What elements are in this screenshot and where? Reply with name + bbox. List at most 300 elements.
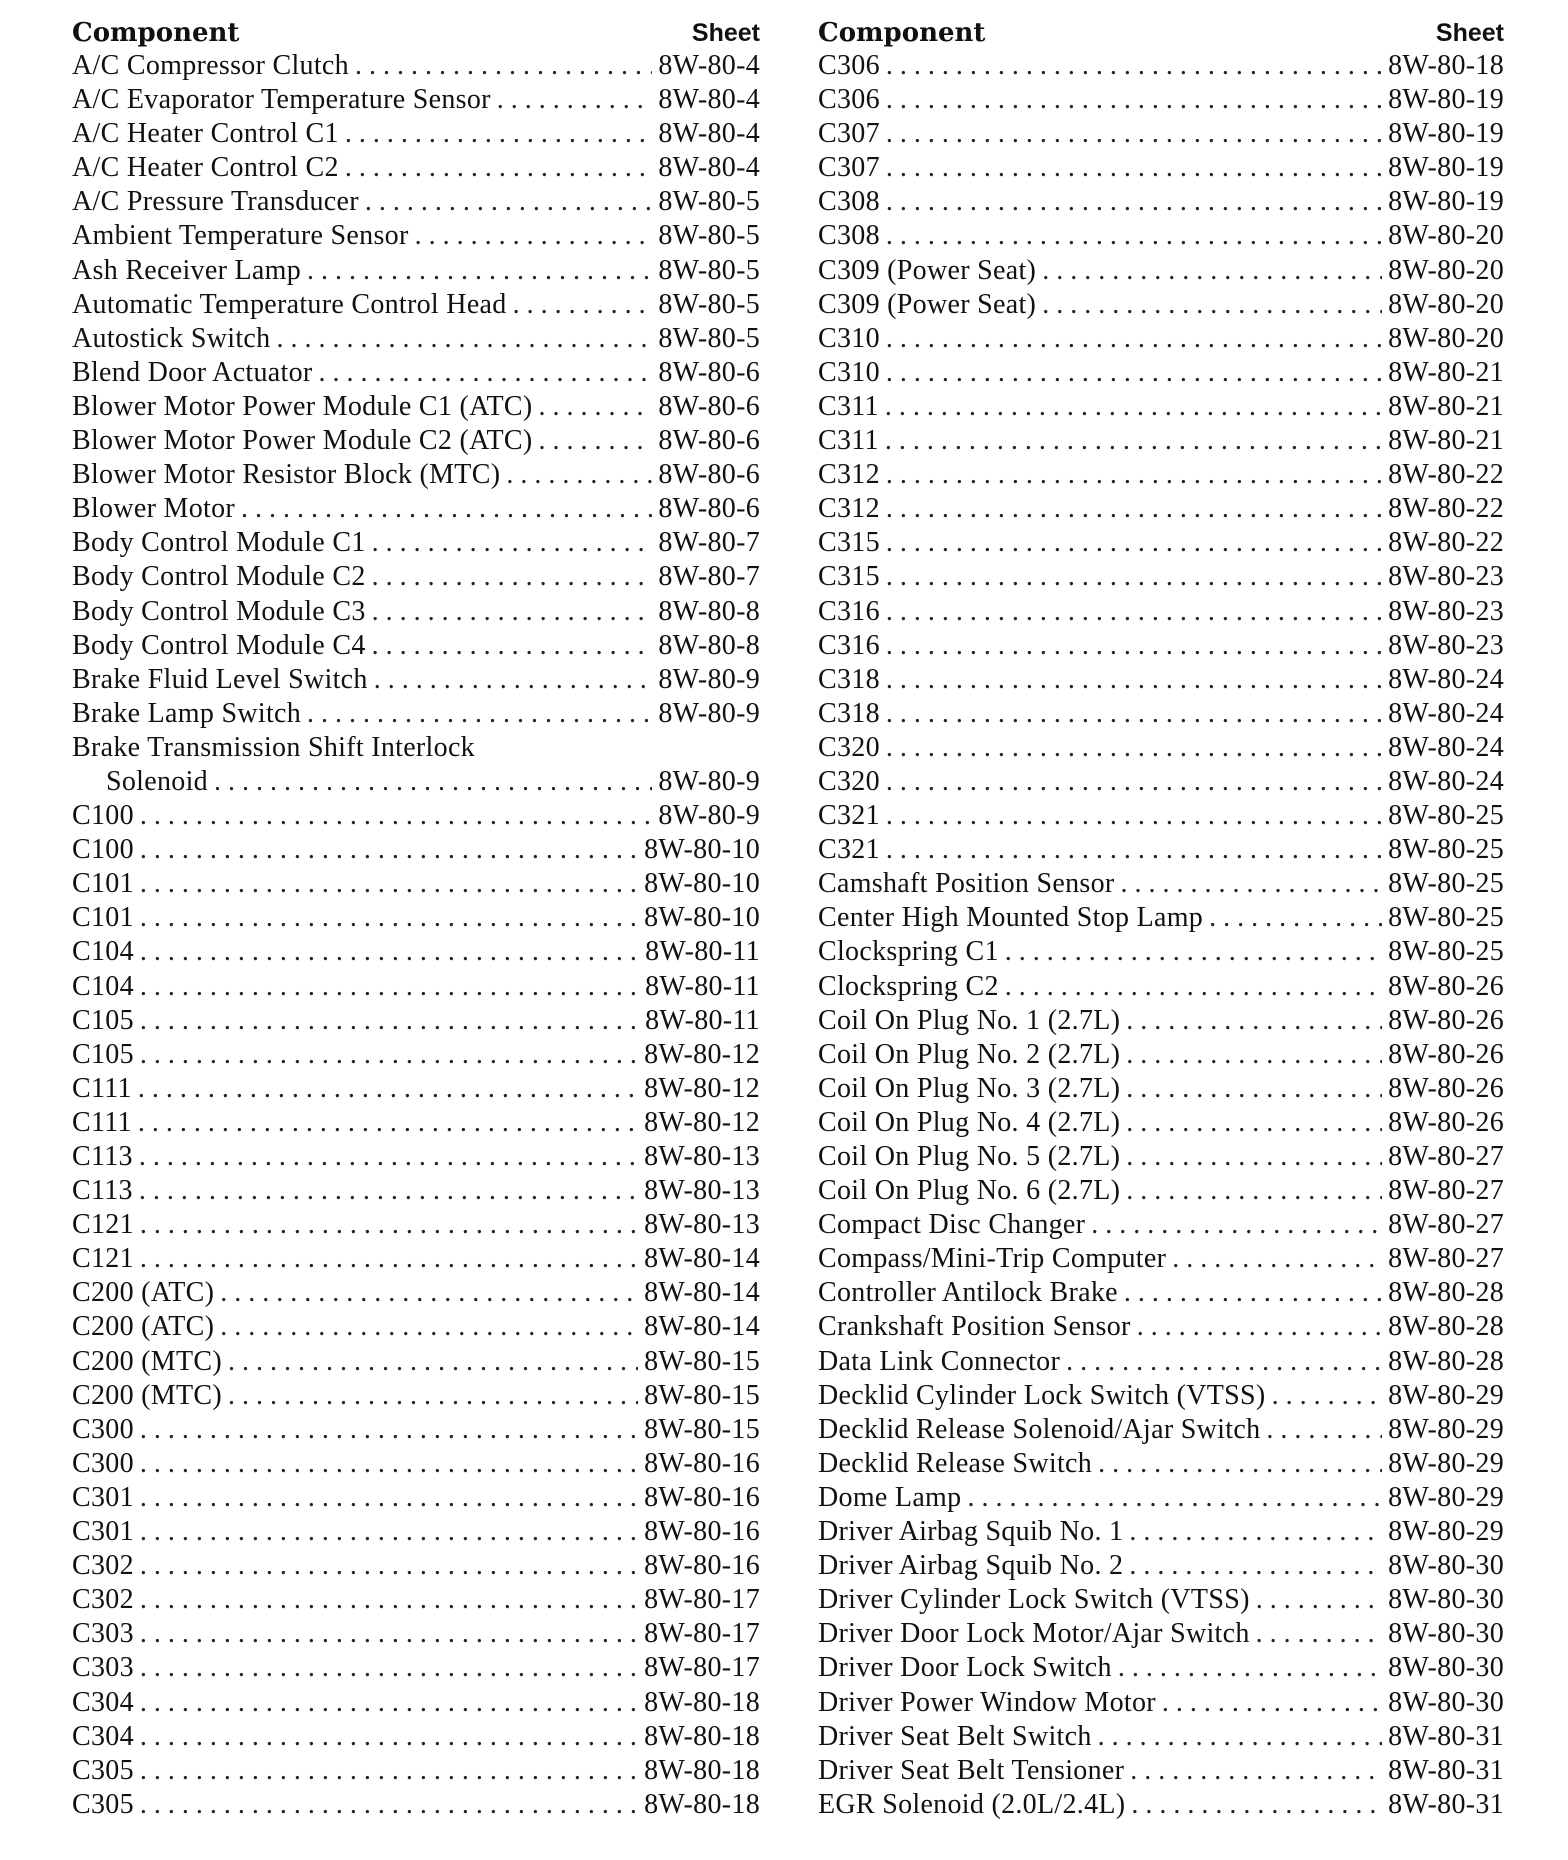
component-name: C101 xyxy=(72,868,134,900)
index-entry xyxy=(818,1311,1504,1345)
component-name: C320 xyxy=(818,765,880,797)
dot-leader xyxy=(372,561,653,593)
dot-leader xyxy=(1126,1073,1382,1105)
sheet-number: 8W-80-6 xyxy=(658,356,760,388)
sheet-number: 8W-80-20 xyxy=(1388,288,1504,320)
sheet-number: 8W-80-9 xyxy=(658,697,760,729)
dot-leader xyxy=(886,561,1382,593)
sheet-number: 8W-80-31 xyxy=(1388,1788,1504,1820)
dot-leader xyxy=(885,425,1382,457)
column-header xyxy=(818,14,1504,48)
index-entry xyxy=(818,1755,1504,1789)
dot-leader xyxy=(886,698,1382,730)
sheet-number: 8W-80-26 xyxy=(1388,970,1504,1002)
sheet-number: 8W-80-20 xyxy=(1388,322,1504,354)
dot-leader xyxy=(372,596,653,628)
dot-leader xyxy=(1256,1584,1382,1616)
sheet-number: 8W-80-21 xyxy=(1388,356,1504,388)
dot-leader xyxy=(886,118,1382,150)
sheet-number: 8W-80-30 xyxy=(1388,1550,1504,1582)
sheet-number: 8W-80-7 xyxy=(658,527,760,559)
sheet-number: 8W-80-17 xyxy=(644,1652,760,1684)
component-name: C315 xyxy=(818,527,880,559)
component-name: C308 xyxy=(818,220,880,252)
dot-leader xyxy=(1005,936,1382,968)
sheet-number: 8W-80-27 xyxy=(1388,1175,1504,1207)
dot-leader xyxy=(220,1277,638,1309)
sheet-number: 8W-80-29 xyxy=(1388,1413,1504,1445)
component-name: C321 xyxy=(818,800,880,832)
component-name: Blower Motor Power Module C1 (ATC) xyxy=(72,390,533,422)
index-entry xyxy=(818,255,1504,289)
dot-leader xyxy=(140,971,639,1003)
index-entry xyxy=(72,1584,760,1618)
component-name: C309 (Power Seat) xyxy=(818,254,1037,286)
component-name: C303 xyxy=(72,1618,134,1650)
component-name: Brake Fluid Level Switch xyxy=(72,663,368,695)
component-name: Coil On Plug No. 4 (2.7L) xyxy=(818,1106,1121,1138)
dot-leader xyxy=(886,732,1382,764)
dot-leader xyxy=(365,186,652,218)
dot-leader xyxy=(140,1005,639,1037)
dot-leader xyxy=(307,698,652,730)
index-entry xyxy=(818,527,1504,561)
index-entry xyxy=(72,1380,760,1414)
component-name: Decklid Release Switch xyxy=(818,1447,1093,1479)
index-entry xyxy=(72,1550,760,1584)
index-entry xyxy=(818,630,1504,664)
sheet-heading: Sheet xyxy=(1435,19,1504,47)
sheet-number: 8W-80-6 xyxy=(658,459,760,491)
component-name: C318 xyxy=(818,663,880,695)
dot-leader xyxy=(1042,289,1382,321)
sheet-number: 8W-80-5 xyxy=(658,186,760,218)
index-entry xyxy=(72,118,760,152)
index-entry xyxy=(72,1073,760,1107)
dot-leader xyxy=(967,1482,1382,1514)
dot-leader xyxy=(140,800,652,832)
component-name: C316 xyxy=(818,629,880,661)
index-entry xyxy=(72,1039,760,1073)
index-entry xyxy=(818,1243,1504,1277)
sheet-number: 8W-80-10 xyxy=(644,834,760,866)
dot-leader xyxy=(140,1721,638,1753)
sheet-number: 8W-80-15 xyxy=(644,1413,760,1445)
index-entry xyxy=(818,152,1504,186)
sheet-number: 8W-80-20 xyxy=(1388,220,1504,252)
component-name: C312 xyxy=(818,493,880,525)
sheet-number: 8W-80-26 xyxy=(1388,1072,1504,1104)
index-entry xyxy=(72,391,760,425)
sheet-number: 8W-80-13 xyxy=(644,1141,760,1172)
component-name: A/C Evaporator Temperature Sensor xyxy=(72,84,491,116)
dot-leader xyxy=(1162,1687,1382,1719)
dot-leader xyxy=(140,1755,638,1787)
component-heading: Component xyxy=(818,18,986,48)
index-entry xyxy=(72,186,760,220)
dot-leader xyxy=(140,902,638,934)
dot-leader xyxy=(1129,1516,1382,1548)
index-entry xyxy=(818,220,1504,254)
dot-leader xyxy=(140,1209,638,1241)
dot-leader xyxy=(1130,1755,1382,1787)
component-name: Body Control Module C1 xyxy=(72,527,366,559)
index-entry xyxy=(72,1652,760,1686)
index-entry xyxy=(72,1448,760,1482)
index-entry xyxy=(72,1516,760,1550)
dot-leader xyxy=(372,527,653,559)
dot-leader xyxy=(140,868,638,900)
index-entry xyxy=(72,220,760,254)
component-name: Driver Seat Belt Tensioner xyxy=(818,1754,1125,1786)
dot-leader xyxy=(1124,1277,1382,1309)
sheet-number: 8W-80-19 xyxy=(1388,118,1504,150)
index-entry xyxy=(818,1141,1504,1175)
sheet-number: 8W-80-5 xyxy=(658,220,760,252)
component-name: C200 (MTC) xyxy=(72,1379,222,1411)
sheet-number: 8W-80-27 xyxy=(1388,1209,1504,1241)
dot-leader xyxy=(140,1652,638,1684)
dot-leader xyxy=(886,186,1382,218)
component-name: Ash Receiver Lamp xyxy=(72,254,302,286)
component-name: C311 xyxy=(818,390,879,422)
sheet-number: 8W-80-23 xyxy=(1388,629,1504,661)
sheet-number: 8W-80-30 xyxy=(1388,1618,1504,1650)
dot-leader xyxy=(345,118,653,150)
component-name: C301 xyxy=(72,1516,134,1548)
index-entry xyxy=(72,323,760,357)
dot-leader xyxy=(1209,902,1382,934)
dot-leader xyxy=(886,493,1382,525)
component-name: Blower Motor xyxy=(72,493,236,525)
index-entry xyxy=(72,425,760,459)
sheet-number: 8W-80-12 xyxy=(644,1038,760,1070)
component-name: Blower Motor Power Module C2 (ATC) xyxy=(72,425,533,457)
component-name: Camshaft Position Sensor xyxy=(818,868,1115,900)
index-entry xyxy=(818,1721,1504,1755)
index-entry xyxy=(818,425,1504,459)
index-entry xyxy=(818,459,1504,493)
dot-leader xyxy=(228,1346,638,1378)
sheet-number: 8W-80-26 xyxy=(1388,1038,1504,1070)
component-name: C307 xyxy=(818,118,880,150)
index-entry xyxy=(818,1277,1504,1311)
component-name: C310 xyxy=(818,356,880,388)
sheet-number: 8W-80-18 xyxy=(1388,50,1504,81)
right-column xyxy=(818,14,1504,1823)
dot-leader xyxy=(539,391,653,423)
sheet-number: 8W-80-10 xyxy=(644,902,760,934)
component-name: Body Control Module C3 xyxy=(72,595,366,627)
dot-leader xyxy=(140,1482,638,1514)
index-entry xyxy=(72,698,760,732)
component-name: C303 xyxy=(72,1652,134,1684)
sheet-number: 8W-80-10 xyxy=(644,868,760,900)
index-entry xyxy=(72,1346,760,1380)
sheet-number: 8W-80-31 xyxy=(1388,1754,1504,1786)
sheet-number: 8W-80-22 xyxy=(1388,493,1504,525)
component-name: C302 xyxy=(72,1584,134,1616)
index-entry xyxy=(818,1380,1504,1414)
dot-leader xyxy=(140,936,639,968)
component-name: C100 xyxy=(72,800,134,832)
sheet-number: 8W-80-7 xyxy=(658,561,760,593)
component-name: C309 (Power Seat) xyxy=(818,288,1037,320)
left-index-list xyxy=(72,50,760,1823)
index-entry xyxy=(818,698,1504,732)
dot-leader xyxy=(1066,1346,1382,1378)
dot-leader xyxy=(1272,1380,1383,1412)
dot-leader xyxy=(886,84,1382,116)
index-entry xyxy=(72,1618,760,1652)
index-entry xyxy=(72,834,760,868)
sheet-number: 8W-80-19 xyxy=(1388,152,1504,184)
component-name: Coil On Plug No. 5 (2.7L) xyxy=(818,1141,1121,1172)
component-name: Center High Mounted Stop Lamp xyxy=(818,902,1204,934)
dot-leader xyxy=(886,50,1382,82)
dot-leader xyxy=(355,50,652,82)
index-entry xyxy=(818,1516,1504,1550)
sheet-number: 8W-80-19 xyxy=(1388,186,1504,218)
component-name: Driver Cylinder Lock Switch (VTSS) xyxy=(818,1584,1250,1616)
dot-leader xyxy=(886,596,1382,628)
component-name: Data Link Connector xyxy=(818,1345,1061,1377)
index-entry xyxy=(72,1005,760,1039)
index-entry xyxy=(818,1448,1504,1482)
component-name: C104 xyxy=(72,936,134,968)
component-name: C311 xyxy=(818,425,879,457)
sheet-number: 8W-80-18 xyxy=(644,1720,760,1752)
dot-leader xyxy=(513,289,653,321)
component-name: Autostick Switch xyxy=(72,322,271,354)
index-entry xyxy=(72,152,760,186)
right-index-list xyxy=(818,50,1504,1823)
dot-leader xyxy=(539,425,653,457)
component-name: C316 xyxy=(818,595,880,627)
index-entry xyxy=(72,732,760,766)
dot-leader xyxy=(886,800,1382,832)
dot-leader xyxy=(506,459,652,491)
component-name: C315 xyxy=(818,561,880,593)
dot-leader xyxy=(307,255,652,287)
dot-leader xyxy=(140,834,638,866)
index-entry xyxy=(818,1550,1504,1584)
sheet-number: 8W-80-14 xyxy=(644,1277,760,1309)
index-entry xyxy=(818,1073,1504,1107)
component-name: Driver Door Lock Motor/Ajar Switch xyxy=(818,1618,1250,1650)
component-name: Coil On Plug No. 3 (2.7L) xyxy=(818,1072,1121,1104)
dot-leader xyxy=(1266,1414,1382,1446)
component-name: C300 xyxy=(72,1447,134,1479)
index-entry xyxy=(818,391,1504,425)
sheet-number: 8W-80-4 xyxy=(658,50,760,81)
sheet-number: 8W-80-29 xyxy=(1388,1516,1504,1548)
component-name: Clockspring C2 xyxy=(818,970,999,1002)
dot-leader xyxy=(497,84,653,116)
component-name: Coil On Plug No. 6 (2.7L) xyxy=(818,1175,1121,1207)
index-entry xyxy=(818,732,1504,766)
index-entry xyxy=(72,1107,760,1141)
component-name: C111 xyxy=(72,1072,132,1104)
index-entry xyxy=(72,357,760,391)
dot-leader xyxy=(886,630,1382,662)
index-entry xyxy=(72,289,760,323)
component-name: Driver Door Lock Switch xyxy=(818,1652,1112,1684)
dot-leader xyxy=(140,1448,638,1480)
sheet-number: 8W-80-31 xyxy=(1388,1720,1504,1752)
sheet-number: 8W-80-9 xyxy=(658,800,760,832)
component-name: Driver Airbag Squib No. 2 xyxy=(818,1550,1124,1582)
component-name: Compact Disc Changer xyxy=(818,1209,1086,1241)
dot-leader xyxy=(220,1311,638,1343)
dot-leader xyxy=(140,1414,638,1446)
dot-leader xyxy=(138,1107,638,1139)
index-entry xyxy=(72,1243,760,1277)
sheet-number: 8W-80-29 xyxy=(1388,1379,1504,1411)
component-name: C320 xyxy=(818,731,880,763)
component-name: C101 xyxy=(72,902,134,934)
dot-leader xyxy=(241,493,652,525)
sheet-number: 8W-80-16 xyxy=(644,1447,760,1479)
dot-leader xyxy=(1091,1209,1382,1241)
component-name: Body Control Module C2 xyxy=(72,561,366,593)
component-name: C105 xyxy=(72,1004,134,1036)
sheet-number: 8W-80-20 xyxy=(1388,254,1504,286)
component-name: EGR Solenoid (2.0L/2.4L) xyxy=(818,1788,1126,1820)
index-entry xyxy=(818,1789,1504,1823)
component-name: C310 xyxy=(818,322,880,354)
index-entry xyxy=(818,357,1504,391)
sheet-number: 8W-80-12 xyxy=(644,1072,760,1104)
sheet-number: 8W-80-28 xyxy=(1388,1311,1504,1343)
sheet-number: 8W-80-26 xyxy=(1388,1106,1504,1138)
sheet-number: 8W-80-22 xyxy=(1388,527,1504,559)
sheet-number: 8W-80-6 xyxy=(658,493,760,525)
sheet-number: 8W-80-13 xyxy=(644,1209,760,1241)
sheet-number: 8W-80-5 xyxy=(658,322,760,354)
component-name: C105 xyxy=(72,1038,134,1070)
dot-leader xyxy=(1098,1721,1382,1753)
dot-leader xyxy=(140,1687,638,1719)
sheet-number: 8W-80-14 xyxy=(644,1311,760,1343)
index-entry xyxy=(72,459,760,493)
component-name: C302 xyxy=(72,1550,134,1582)
sheet-number: 8W-80-12 xyxy=(644,1106,760,1138)
component-name: C305 xyxy=(72,1754,134,1786)
component-name: Coil On Plug No. 2 (2.7L) xyxy=(818,1038,1121,1070)
sheet-number: 8W-80-18 xyxy=(644,1788,760,1820)
dot-leader xyxy=(886,527,1382,559)
sheet-number: 8W-80-11 xyxy=(645,1004,760,1036)
index-entry xyxy=(72,1141,760,1175)
component-name: C121 xyxy=(72,1209,134,1241)
index-entry xyxy=(818,1039,1504,1073)
index-entry xyxy=(72,902,760,936)
component-name: C200 (ATC) xyxy=(72,1311,215,1343)
dot-leader xyxy=(140,1243,638,1275)
index-entry xyxy=(818,1107,1504,1141)
sheet-number: 8W-80-4 xyxy=(658,84,760,116)
sheet-number: 8W-80-25 xyxy=(1388,834,1504,866)
dot-leader xyxy=(415,220,653,252)
sheet-number: 8W-80-16 xyxy=(644,1516,760,1548)
dot-leader xyxy=(886,323,1382,355)
index-entry xyxy=(818,596,1504,630)
component-name: C305 xyxy=(72,1788,134,1820)
dot-leader xyxy=(1126,1107,1382,1139)
sheet-number: 8W-80-30 xyxy=(1388,1652,1504,1684)
dot-leader xyxy=(228,1380,638,1412)
sheet-number: 8W-80-25 xyxy=(1388,936,1504,968)
index-entry xyxy=(818,50,1504,84)
component-name: Dome Lamp xyxy=(818,1481,962,1513)
sheet-number: 8W-80-5 xyxy=(658,288,760,320)
index-entry xyxy=(72,1175,760,1209)
dot-leader xyxy=(1256,1618,1382,1650)
sheet-number: 8W-80-30 xyxy=(1388,1686,1504,1718)
index-entry xyxy=(72,255,760,289)
sheet-number: 8W-80-15 xyxy=(644,1345,760,1377)
index-entry xyxy=(818,1584,1504,1618)
index-entry xyxy=(818,84,1504,118)
dot-leader xyxy=(1137,1311,1382,1343)
sheet-number: 8W-80-9 xyxy=(658,663,760,695)
index-entry xyxy=(72,971,760,1005)
dot-leader xyxy=(1126,1175,1382,1207)
dot-leader xyxy=(140,1039,638,1071)
sheet-number: 8W-80-25 xyxy=(1388,868,1504,900)
index-entry xyxy=(72,1789,760,1823)
dot-leader xyxy=(886,152,1382,184)
component-name: C312 xyxy=(818,459,880,491)
dot-leader xyxy=(886,459,1382,491)
index-entry xyxy=(72,561,760,595)
index-entry xyxy=(818,289,1504,323)
component-name: C300 xyxy=(72,1413,134,1445)
sheet-number: 8W-80-6 xyxy=(658,390,760,422)
dot-leader xyxy=(1005,971,1382,1003)
sheet-number: 8W-80-24 xyxy=(1388,663,1504,695)
component-name: Driver Airbag Squib No. 1 xyxy=(818,1516,1124,1548)
index-entry xyxy=(818,1346,1504,1380)
component-name: Clockspring C1 xyxy=(818,936,999,968)
index-entry xyxy=(72,1414,760,1448)
sheet-number: 8W-80-4 xyxy=(658,152,760,184)
sheet-number: 8W-80-29 xyxy=(1388,1481,1504,1513)
index-entry xyxy=(818,1175,1504,1209)
left-column xyxy=(72,14,760,1823)
index-entry xyxy=(818,664,1504,698)
component-name: Crankshaft Position Sensor xyxy=(818,1311,1131,1343)
component-name: Decklid Release Solenoid/Ajar Switch xyxy=(818,1413,1261,1445)
dot-leader xyxy=(1118,1652,1382,1684)
dot-leader xyxy=(139,1175,638,1207)
index-entry xyxy=(72,50,760,84)
sheet-number: 8W-80-11 xyxy=(645,970,760,1002)
dot-leader xyxy=(1126,1141,1382,1173)
sheet-number: 8W-80-25 xyxy=(1388,902,1504,934)
component-name: C100 xyxy=(72,834,134,866)
component-name: Body Control Module C4 xyxy=(72,629,366,661)
component-name: Compass/Mini-Trip Computer xyxy=(818,1243,1167,1275)
component-name: C304 xyxy=(72,1686,134,1718)
sheet-number: 8W-80-19 xyxy=(1388,84,1504,116)
component-name: Solenoid xyxy=(106,765,208,797)
sheet-number: 8W-80-5 xyxy=(658,254,760,286)
index-entry xyxy=(818,868,1504,902)
dot-leader xyxy=(372,630,653,662)
dot-leader xyxy=(886,834,1382,866)
